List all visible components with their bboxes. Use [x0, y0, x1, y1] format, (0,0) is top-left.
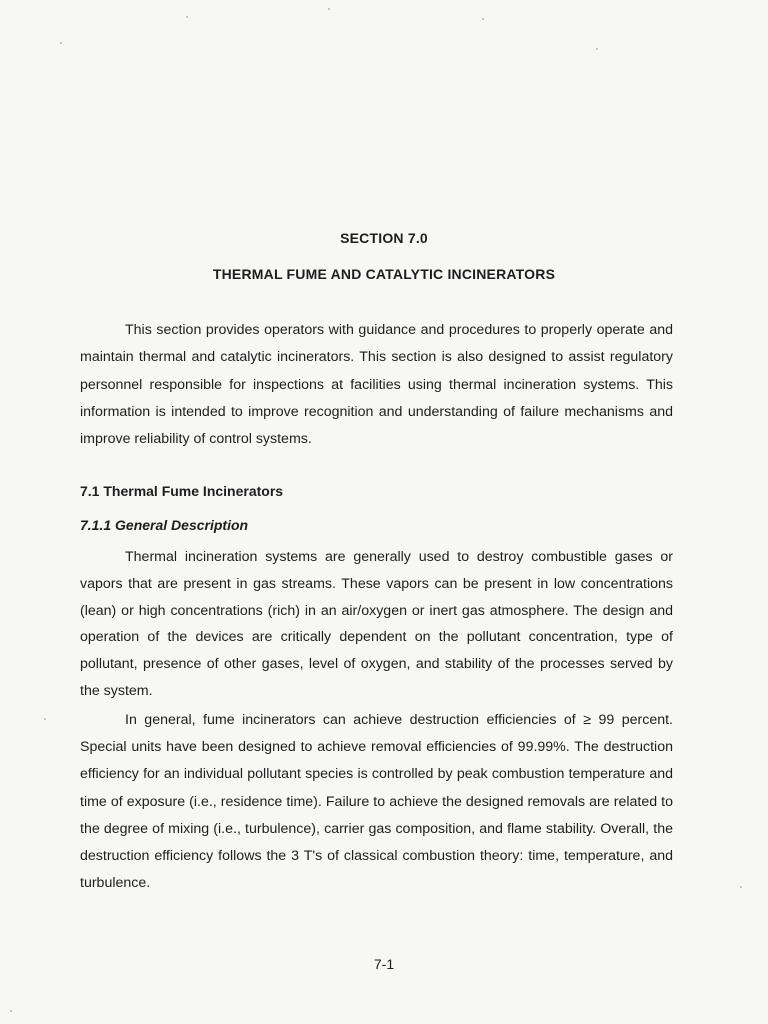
scan-speck	[328, 8, 330, 10]
scan-speck	[740, 886, 742, 888]
subsection-subheading: 7.1.1 General Description	[80, 517, 249, 533]
section-title: THERMAL FUME AND CATALYTIC INCINERATORS	[212, 266, 556, 282]
scan-speck	[596, 48, 598, 50]
page-number: 7-1	[373, 956, 395, 972]
scan-speck	[482, 18, 484, 20]
body-paragraph	[80, 707, 673, 897]
scan-speck	[44, 718, 46, 720]
scan-speck	[10, 1010, 12, 1012]
body-paragraph	[80, 544, 673, 705]
subsection-heading: 7.1 Thermal Fume Incinerators	[80, 483, 284, 499]
section-number: SECTION 7.0	[340, 230, 428, 246]
body-paragraph-text: In general, fume incinerators can achieve destruction efficiencies of ≥ 99 percent. Special units have been designed to achieve removal efficiencies of 99.99%. The destruction efficiency for an individual pollutant species is controlled by peak combustion temperature and time of exposure (i.e., residence time). Failure to achieve the designed removals are related to the degree of mixing (i.e., turbulence), carrier gas composition, and flame stability. Overall, the destruction efficiency follows the 3 T's of classical combustion theory: time, temperature, and turbulence.	[80, 712, 673, 892]
scan-speck	[60, 42, 62, 44]
body-paragraph-text: Thermal incineration systems are generally used to destroy combustible gases or vapors that are present in gas streams. These vapors can be present in low concentrations (lean) or high concentrations (rich) in an air/oxygen or inert gas atmosphere. The design and operation of the devices are critically dependent on the pollutant concentration, type of pollutant, presence of other gases, level of oxygen, and stability of the processes served by the system.	[80, 549, 673, 699]
scan-speck	[186, 16, 188, 18]
intro-paragraph-text: This section provides operators with guidance and procedures to properly operate and maintain thermal and catalytic incinerators. This section is also designed to assist regulatory personnel responsible for inspections at facilities using thermal incineration systems. This information is intended to improve recognition and understanding of failure mechanisms and improve reliability of control systems.	[80, 322, 673, 448]
intro-paragraph	[80, 317, 673, 453]
